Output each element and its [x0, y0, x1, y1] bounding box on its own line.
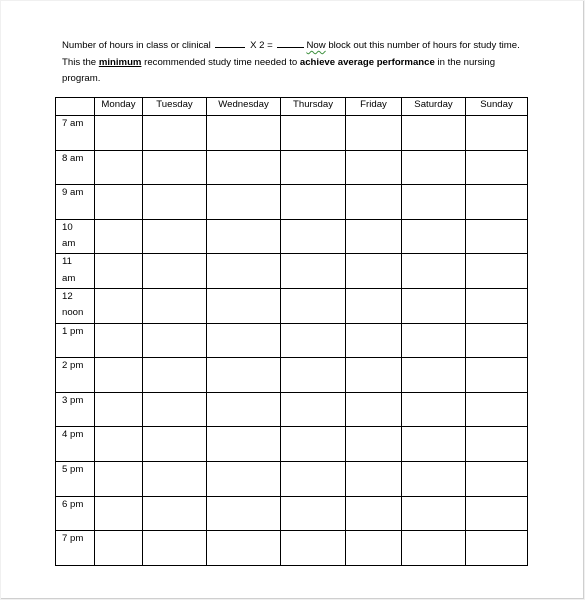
time-row — [56, 116, 528, 151]
time-row — [56, 323, 528, 358]
time-label-cell — [56, 323, 95, 358]
schedule-cell-friday[interactable] — [346, 254, 402, 289]
schedule-cell-sunday[interactable] — [466, 116, 528, 151]
time-label-cell — [56, 461, 95, 496]
time-label: am — [62, 272, 76, 284]
schedule-cell-monday[interactable] — [95, 496, 143, 531]
day-header-tuesday: Tuesday — [143, 98, 207, 116]
time-label: 2 pm — [62, 360, 84, 372]
instructions — [62, 37, 532, 88]
schedule-cell-wednesday[interactable] — [207, 427, 281, 462]
time-label: 3 pm — [62, 394, 84, 406]
schedule-cell-wednesday[interactable] — [207, 254, 281, 289]
schedule-cell-saturday[interactable] — [402, 288, 466, 323]
time-label-cell — [56, 392, 95, 427]
time-row — [56, 427, 528, 462]
spellcheck-word: Now — [306, 40, 326, 51]
schedule-cell-sunday[interactable] — [466, 185, 528, 220]
schedule-cell-thursday[interactable] — [281, 461, 346, 496]
day-header-monday: Monday — [95, 98, 143, 116]
day-header-friday: Friday — [346, 98, 402, 116]
time-row — [56, 254, 528, 289]
schedule-cell-saturday[interactable] — [402, 323, 466, 358]
schedule-cell-sunday[interactable] — [466, 288, 528, 323]
schedule-cell-monday[interactable] — [95, 219, 143, 254]
time-label: 9 am — [62, 187, 84, 199]
schedule-cell-saturday[interactable] — [402, 150, 466, 185]
day-header-thursday: Thursday — [281, 98, 346, 116]
time-row — [56, 219, 528, 254]
time-label: 6 pm — [62, 498, 84, 510]
schedule-cell-wednesday[interactable] — [207, 392, 281, 427]
schedule-cell-monday[interactable] — [95, 254, 143, 289]
schedule-cell-tuesday[interactable] — [143, 219, 207, 254]
time-row — [56, 496, 528, 531]
instruction-text: to — [289, 56, 298, 68]
schedule-cell-friday[interactable] — [346, 461, 402, 496]
schedule-cell-wednesday[interactable] — [207, 288, 281, 323]
time-label: 11 — [62, 256, 72, 268]
time-label: 7 am — [62, 118, 84, 129]
schedule-cell-saturday[interactable] — [402, 392, 466, 427]
schedule-cell-friday[interactable] — [346, 496, 402, 531]
schedule-cell-tuesday[interactable] — [143, 461, 207, 496]
time-label-cell — [56, 496, 95, 531]
schedule-cell-wednesday[interactable] — [207, 358, 281, 393]
schedule-cell-saturday[interactable] — [402, 254, 466, 289]
time-label-cell — [56, 427, 95, 462]
instructions-line-2 — [62, 55, 532, 72]
instructions-line-3 — [62, 71, 532, 88]
schedule-cell-saturday[interactable] — [402, 531, 466, 566]
schedule-cell-thursday[interactable] — [281, 496, 346, 531]
schedule-cell-friday[interactable] — [346, 358, 402, 393]
schedule-cell-sunday[interactable] — [466, 496, 528, 531]
time-row — [56, 288, 528, 323]
emphasis-performance: achieve average performance — [299, 56, 435, 68]
time-row — [56, 150, 528, 185]
schedule-cell-thursday[interactable] — [281, 323, 346, 358]
time-label: 8 am — [62, 152, 84, 164]
emphasis-minimum: minimum — [98, 56, 142, 68]
schedule-cell-monday[interactable] — [95, 358, 143, 393]
time-row — [56, 185, 528, 220]
schedule-cell-thursday[interactable] — [281, 254, 346, 289]
schedule-cell-sunday[interactable] — [466, 427, 528, 462]
schedule-cell-friday[interactable] — [346, 288, 402, 323]
schedule-cell-tuesday[interactable] — [143, 427, 207, 462]
schedule-cell-sunday[interactable] — [466, 392, 528, 427]
time-label: 7 pm — [62, 533, 84, 545]
time-label: noon — [62, 307, 84, 319]
schedule-cell-saturday[interactable] — [402, 219, 466, 254]
schedule-cell-friday[interactable] — [346, 150, 402, 185]
schedule-cell-wednesday[interactable] — [207, 150, 281, 185]
time-label-cell — [56, 254, 95, 289]
schedule-cell-thursday[interactable] — [281, 150, 346, 185]
schedule-cell-tuesday[interactable] — [143, 358, 207, 393]
schedule-cell-tuesday[interactable] — [143, 323, 207, 358]
schedule-cell-thursday[interactable] — [281, 185, 346, 220]
schedule-cell-sunday[interactable] — [466, 323, 528, 358]
schedule-cell-wednesday[interactable] — [207, 323, 281, 358]
time-row — [56, 531, 528, 566]
time-label-cell — [56, 116, 95, 151]
time-label: 10 — [62, 221, 73, 233]
schedule-cell-monday[interactable] — [95, 288, 143, 323]
schedule-cell-saturday[interactable] — [402, 427, 466, 462]
schedule-cell-monday[interactable] — [95, 392, 143, 427]
schedule-cell-wednesday[interactable] — [207, 185, 281, 220]
time-row — [56, 392, 528, 427]
schedule-cell-monday[interactable] — [95, 461, 143, 496]
schedule-cell-thursday[interactable] — [281, 531, 346, 566]
schedule-cell-thursday[interactable] — [281, 116, 346, 151]
schedule-cell-sunday[interactable] — [466, 254, 528, 289]
schedule-cell-tuesday[interactable] — [143, 116, 207, 151]
total-blank[interactable] — [277, 37, 304, 48]
schedule-cell-sunday[interactable] — [466, 219, 528, 254]
study-schedule-table — [55, 97, 528, 566]
time-label: am — [62, 238, 76, 250]
schedule-cell-friday[interactable] — [346, 323, 402, 358]
time-label-cell — [56, 219, 95, 254]
schedule-cell-friday[interactable] — [346, 219, 402, 254]
schedule-cell-friday[interactable] — [346, 531, 402, 566]
schedule-cell-tuesday[interactable] — [143, 288, 207, 323]
schedule-cell-tuesday[interactable] — [143, 150, 207, 185]
schedule-cell-monday[interactable] — [95, 116, 143, 151]
hours-blank[interactable] — [215, 37, 245, 48]
schedule-cell-tuesday[interactable] — [143, 496, 207, 531]
schedule-cell-wednesday[interactable] — [207, 531, 281, 566]
schedule-cell-saturday[interactable] — [402, 116, 466, 151]
day-header-sunday: Sunday — [466, 98, 528, 116]
schedule-cell-monday[interactable] — [95, 531, 143, 566]
schedule-cell-saturday[interactable] — [402, 185, 466, 220]
schedule-cell-thursday[interactable] — [281, 358, 346, 393]
schedule-cell-thursday[interactable] — [281, 219, 346, 254]
time-label-cell — [56, 185, 95, 220]
time-label: 5 pm — [62, 463, 84, 475]
schedule-cell-saturday[interactable] — [402, 461, 466, 496]
document-page — [1, 1, 584, 599]
schedule-cell-wednesday[interactable] — [207, 496, 281, 531]
schedule-cell-friday[interactable] — [346, 392, 402, 427]
day-header-saturday: Saturday — [402, 98, 466, 116]
corner-cell — [56, 98, 95, 116]
time-label: 1 pm — [62, 325, 84, 337]
schedule-cell-monday[interactable] — [95, 185, 143, 220]
instructions-line-1 — [62, 37, 532, 55]
schedule-cell-sunday[interactable] — [466, 461, 528, 496]
schedule-cell-tuesday[interactable] — [143, 531, 207, 566]
time-label-cell — [56, 358, 95, 393]
instruction-text: Number of hours in class or clinical — [62, 40, 211, 51]
schedule-cell-thursday[interactable] — [281, 427, 346, 462]
instruction-text: program. — [62, 73, 101, 84]
time-label-cell — [56, 288, 95, 323]
time-label-cell — [56, 150, 95, 185]
schedule-cell-sunday[interactable] — [466, 150, 528, 185]
time-label: 4 pm — [62, 429, 84, 441]
schedule-cell-friday[interactable] — [346, 427, 402, 462]
time-label: 12 — [62, 290, 73, 302]
schedule-cell-tuesday[interactable] — [143, 392, 207, 427]
header-row — [56, 98, 528, 116]
schedule-cell-wednesday[interactable] — [207, 116, 281, 151]
schedule-cell-sunday[interactable] — [466, 358, 528, 393]
instruction-text: recommended study time needed — [144, 56, 287, 68]
instruction-text: This the — [62, 56, 97, 68]
schedule-cell-friday[interactable] — [346, 116, 402, 151]
schedule-cell-monday[interactable] — [95, 323, 143, 358]
schedule-cell-wednesday[interactable] — [207, 461, 281, 496]
day-header-wednesday: Wednesday — [207, 98, 281, 116]
schedule-cell-saturday[interactable] — [402, 496, 466, 531]
instruction-text: in the nursing — [437, 56, 496, 68]
schedule-cell-friday[interactable] — [346, 185, 402, 220]
schedule-cell-wednesday[interactable] — [207, 219, 281, 254]
schedule-cell-monday[interactable] — [95, 427, 143, 462]
schedule-cell-tuesday[interactable] — [143, 185, 207, 220]
time-label-cell — [56, 531, 95, 566]
schedule-cell-thursday[interactable] — [281, 288, 346, 323]
schedule-cell-saturday[interactable] — [402, 358, 466, 393]
time-row — [56, 358, 528, 393]
schedule-cell-tuesday[interactable] — [143, 254, 207, 289]
schedule-cell-sunday[interactable] — [466, 531, 528, 566]
multiplier-text: X 2 = — [250, 40, 273, 51]
time-row — [56, 461, 528, 496]
schedule-cell-thursday[interactable] — [281, 392, 346, 427]
schedule-cell-monday[interactable] — [95, 150, 143, 185]
instruction-text: block out this number of hours for study time. — [328, 40, 520, 51]
